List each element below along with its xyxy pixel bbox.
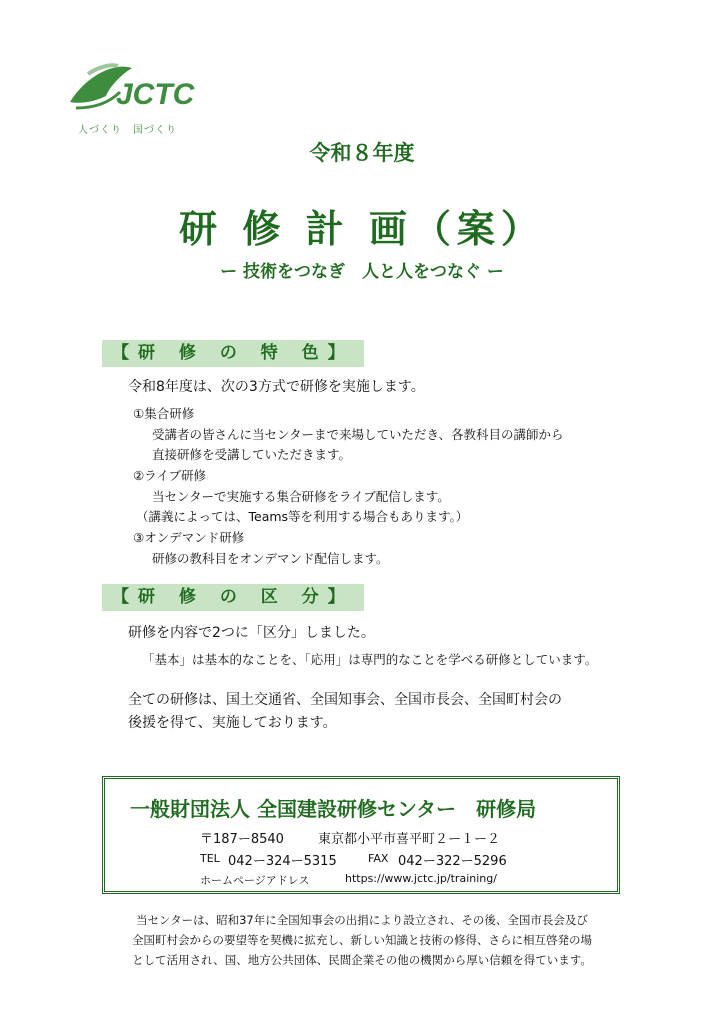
method-3-label: ③オンデマンド研修 xyxy=(133,530,245,545)
fax-label: FAX xyxy=(368,852,389,865)
homepage-label: ホームページアドレス xyxy=(200,874,310,887)
logo-tagline: 人づくり 国づくり xyxy=(78,125,177,136)
address: 東京都小平市喜平町２ー１ー２ xyxy=(318,832,501,847)
division-heading: 【研 修 の 区 分】 xyxy=(102,584,364,611)
postal-code: 〒187ー8540 xyxy=(200,832,284,847)
method-2-line-2: （講義によっては、Teams等を利用する場合もあります。） xyxy=(136,509,469,524)
method-1-line-1: 受講者の皆さんに当センターまで来場していただき、各教科目の講師から xyxy=(152,427,564,442)
fax-number: 042ー322ー5296 xyxy=(398,854,507,869)
method-1-label: ①集合研修 xyxy=(133,406,195,421)
footer-line-1: 当センターは、昭和37年に全国知事会の出捐により設立され、その後、全国市長会及び xyxy=(136,913,588,927)
footer-line-2: 全国町村会からの要望等を契機に拡充し、新しい知識と技術の修得、さらに相互啓発の場 xyxy=(132,933,592,947)
tel-number: 042ー324ー5315 xyxy=(228,854,337,869)
tel-label: TEL xyxy=(200,852,220,865)
method-3-line-1: 研修の教科目をオンデマンド配信します。 xyxy=(152,551,389,566)
support-line-1: 全ての研修は、国土交通省、全国知事会、全国市長会、全国町村会の xyxy=(128,692,562,708)
method-2-label: ②ライブ研修 xyxy=(133,468,206,483)
page-subtitle: ー 技術をつなぎ 人と人をつなぐ ー xyxy=(220,262,504,282)
leaf-logo-icon xyxy=(66,58,201,122)
method-2-line-1: 当センターで実施する集合研修をライブ配信します。 xyxy=(152,489,450,504)
logo-text: JCTC xyxy=(116,78,195,111)
footer-line-3: として活用され、国、地方公共団体、民間企業その他の機関から厚い信頼を得ています。 xyxy=(132,953,592,967)
method-1-line-2: 直接研修を受講していただきます。 xyxy=(152,447,352,462)
support-line-2: 後援を得て、実施しております。 xyxy=(128,715,337,731)
division-detail: 「基本」は基本的なことを、「応用」は専門的なことを学べる研修としています。 xyxy=(142,652,598,667)
homepage-url[interactable]: https://www.jctc.jp/training/ xyxy=(345,872,497,885)
page-title: 研 修 計 画（案） xyxy=(179,206,545,251)
division-intro: 研修を内容で2つに「区分」しました。 xyxy=(128,625,375,641)
features-heading: 【研 修 の 特 色】 xyxy=(102,340,364,367)
fiscal-year: 令和８年度 xyxy=(309,140,415,165)
features-intro: 令和8年度は、次の3方式で研修を実施します。 xyxy=(128,379,425,395)
organization-name: 一般財団法人 全国建設研修センター 研修局 xyxy=(130,797,537,821)
